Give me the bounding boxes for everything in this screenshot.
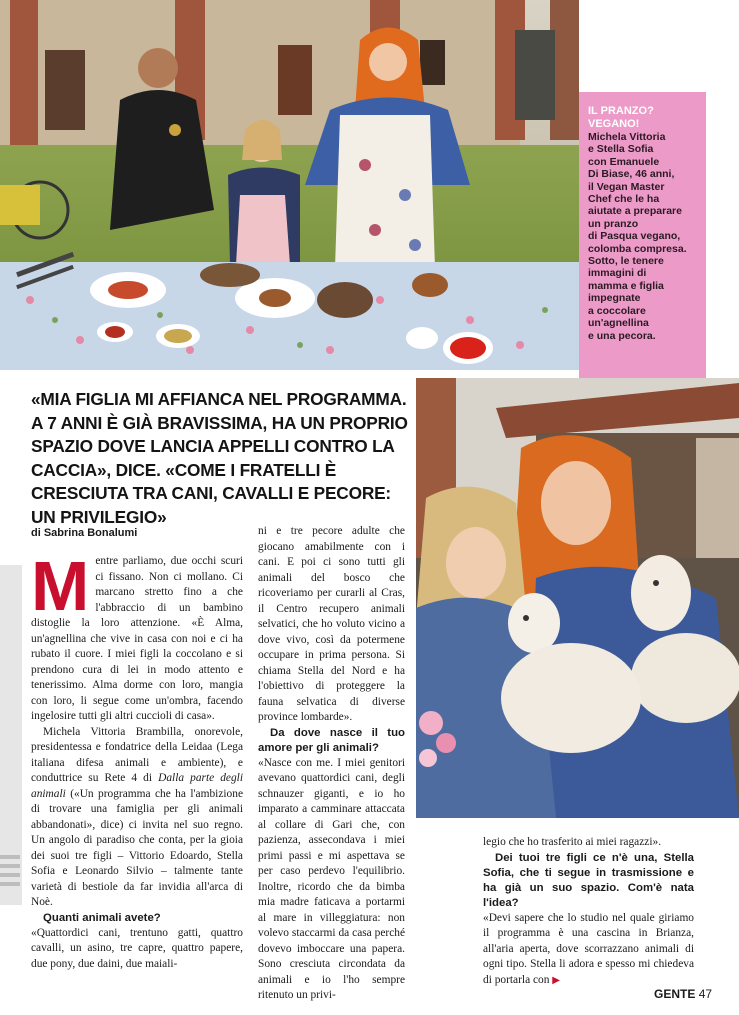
caption-line: a coccolare xyxy=(588,304,646,317)
answer-1-part1: «Quattordici cani, trentuno gatti, quattro cavalli, un asino, tre capre, quattro papere, due pony, due daini, due maiali- xyxy=(31,926,243,970)
margin-decoration xyxy=(0,565,22,905)
answer-2-part1: «Nasce con me. I miei genitori avevano quattordici cani, degli schnauzer giganti, e io ho imparato a camminare attaccata al collare di Gari che, con pazienza, assecondava i miei primi passi e mi aspettava se per caso perdevo l'equilibrio. Inoltre, ricordo che da bimba mia madre faticava a portarmi al mare in villeggiatura: non volevo staccarmi da casa perché dovevo imboccare una papera. Sono cresciuta circondata da animali e io l'ho sempre ritenuto un privi- xyxy=(258,756,405,1001)
answer-3: «Devi sapere che lo studio nel quale giriamo il programma è una cascina in Brianza, all'aria aperta, dove scorrazzano animali di ogni tipo. Stella li adora e spesso mi chiedeva di portarla con xyxy=(483,911,694,986)
caption-line: Sotto, le tenere xyxy=(588,255,664,268)
paragraph-2a: Michela Vittoria Brambilla, onorevole, presidentessa e fondatrice della Leidaa (Lega italiana difesa animali e ambiente), e conduttrice su Rete 4 di xyxy=(31,725,243,784)
caption-line: Chef che le ha xyxy=(588,193,660,206)
caption-title-line1: IL PRANZO? xyxy=(588,105,654,117)
caption-line: Michela Vittoria xyxy=(588,131,666,143)
caption-line: un pranzo xyxy=(588,217,639,230)
drop-cap: M xyxy=(31,547,90,625)
caption-line: colomba compresa. xyxy=(588,242,687,255)
caption-line: un'agnellina xyxy=(588,317,649,330)
caption-line: il Vegan Master xyxy=(588,180,665,193)
answer-2-part2: legio che ho trasferito ai miei ragazzi». xyxy=(483,836,662,848)
caption-line: di Pasqua vegano, xyxy=(588,230,681,243)
caption-line: immagini di xyxy=(588,267,647,280)
byline: di Sabrina Bonalumi xyxy=(31,527,138,539)
caption-line: aiutate a preparare xyxy=(588,205,682,218)
answer-1-part2: ni e tre pecore adulte che giocano amabilmente con i cani. E poi ci sono tutti gli animali del bosco che ricoveriamo per curarli al Cras, il Centro recupero animali selvatici, che ho voluto vicino a dove vivo, così da potermene occupare in prima persona. Si chiama Stella del Nord e ha l'obiettivo di proteggere la fauna selvatica di diverse province lombarde». xyxy=(258,525,405,723)
caption-title-line2: VEGANO! xyxy=(588,118,640,130)
pull-quote: «MIA FIGLIA MI AFFIANCA NEL PROGRAMMA. A 7 ANNI È GIÀ BRAVISSIMA, HA UN PROPRIO SPAZIO DOVE LANCIA APPELLI CONTRO LA CACCIA», DICE. «COME I FRATELLI È CRESCIUTA TRA CANI, CAVALLI E PECORE: UN PRIVILEGIO» xyxy=(31,389,408,527)
photo-caption-box xyxy=(579,92,706,378)
show-title: Dalla parte degli animali xyxy=(31,772,243,800)
article-column-2 xyxy=(258,524,405,1004)
caption-line: mamma e figlia xyxy=(588,279,664,292)
paragraph-2b: («Un programma che ha l'ambizione di trovare una famiglia per gli animali abbandonati», dice) ci invita nel suo regno. Un angolo di paradiso che conta, per la gioia dei suoi tre figli – Vittorio Edoardo, Stella Sofia e Leonardo Silvio – talmente tante varietà di bestiole da far invidia all'arca di Noè. xyxy=(31,787,243,908)
page-number: 47 xyxy=(698,987,713,1001)
margin-stripes xyxy=(0,855,22,895)
continue-arrow-icon: ▶ xyxy=(552,974,560,986)
question-3: Dei tuoi tre figli ce n'è una, Stella Sofia, che ti segue in trasmissione e ha già un suo spazio. Com'è nata l'idea? xyxy=(483,851,694,909)
caption-line: e una pecora. xyxy=(588,329,656,342)
question-1: Quanti animali avete? xyxy=(43,911,161,924)
photo-top-lunch-table xyxy=(0,0,579,370)
page-folio xyxy=(654,987,712,1001)
photo-mother-daughter-lambs xyxy=(416,378,739,818)
paragraph-intro: entre parliamo, due occhi scuri ci fissano. Non ci mollano. Ci marcano stretto fino a che l'abbraccio di un bambino distoglie la loro attenzione. «È Alma, un'agnellina che vive in casa con noi e ci ha rubato il cuore. I miei figli la coccolano e si prendono cura di lei in modo attento e tenerissimo. Alma dorme con loro, mangia con loro, li segue come un'ombra, facendo ingelosire tutti gli altri cuccioli di casa». xyxy=(31,555,243,722)
magazine-name: GENTE xyxy=(654,987,696,1001)
caption-line: con Emanuele xyxy=(588,155,660,168)
question-2: Da dove nasce il tuo amore per gli animali? xyxy=(258,726,405,754)
caption-line: impegnate xyxy=(588,292,641,305)
caption-line: e Stella Sofia xyxy=(588,143,654,156)
caption-line: Di Biase, 46 anni, xyxy=(588,168,675,181)
article-column-1 xyxy=(31,547,243,972)
article-column-3 xyxy=(483,835,694,988)
